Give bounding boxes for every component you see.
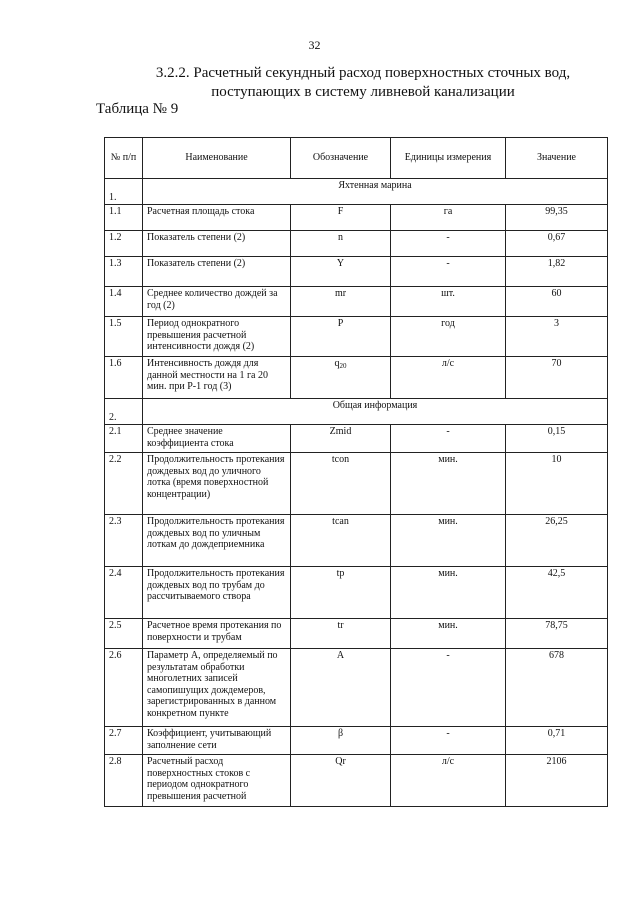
table-header-row [105,138,608,179]
row-number: 1.3 [105,257,143,287]
table-row [105,357,608,399]
row-unit: год [391,317,506,357]
row-symbol: A [291,649,391,727]
row-value: 78,75 [506,619,608,649]
row-symbol: Qr [291,755,391,807]
section-heading [118,64,608,102]
row-value: 10 [506,453,608,515]
row-unit: мин. [391,567,506,619]
table-row [105,727,608,755]
table-row [105,425,608,453]
row-number: 1.1 [105,205,143,231]
row-name: Период однократного превышения расчетной интенсивности дождя (2) [143,317,291,357]
row-unit: мин. [391,619,506,649]
row-unit: - [391,257,506,287]
row-value: 1,82 [506,257,608,287]
table-row [105,287,608,317]
section-number: 1. [105,179,143,205]
table-row [105,317,608,357]
row-value: 0,67 [506,231,608,257]
row-name: Среднее значение коэффициента стока [143,425,291,453]
row-name: Интенсивность дождя для данной местности на 1 га 20 мин. при P-1 год (3) [143,357,291,399]
row-unit: л/с [391,357,506,399]
row-name: Продолжительность протекания дождевых вод по уличным лоткам до дождеприемника [143,515,291,567]
row-symbol: Y [291,257,391,287]
row-value: 42,5 [506,567,608,619]
page-number: 32 [308,38,321,52]
table-row [105,205,608,231]
column-header-value: Значение [506,138,608,179]
row-symbol [291,357,391,399]
section-title: Общая информация [143,399,608,425]
row-value: 70 [506,357,608,399]
row-name: Коэффициент, учитывающий заполнение сети [143,727,291,755]
row-number: 2.4 [105,567,143,619]
table-caption: Таблица № 9 [96,101,179,117]
row-unit: - [391,727,506,755]
row-unit: - [391,231,506,257]
row-symbol: P [291,317,391,357]
table-body [105,179,608,807]
row-value: 26,25 [506,515,608,567]
row-symbol: tr [291,619,391,649]
row-unit: - [391,649,506,727]
row-symbol-base: q [334,358,340,369]
row-name: Показатель степени (2) [143,257,291,287]
section-row [105,179,608,205]
row-value: 60 [506,287,608,317]
row-name: Расчетная площадь стока [143,205,291,231]
row-name: Показатель степени (2) [143,231,291,257]
row-symbol: F [291,205,391,231]
row-number: 2.1 [105,425,143,453]
column-header-name: Наименование [143,138,291,179]
row-symbol: mr [291,287,391,317]
column-header-number: № п/п [105,138,143,179]
row-number: 1.5 [105,317,143,357]
section-row [105,399,608,425]
row-name: Расчетный расход поверхностных стоков с периодом однократного превышения расчетной [143,755,291,807]
row-value: 3 [506,317,608,357]
table-row [105,619,608,649]
row-unit: мин. [391,515,506,567]
row-name: Параметр А, определяемый по результатам обработки многолетних записей самопишущих дождемеров, зарегистрированных в данном конкретном пункте [143,649,291,727]
column-header-symbol: Обозначение [291,138,391,179]
table-row [105,453,608,515]
column-header-unit: Единицы измерения [391,138,506,179]
row-name: Расчетное время протекания по поверхности и трубам [143,619,291,649]
row-number: 1.6 [105,357,143,399]
row-unit: га [391,205,506,231]
row-name: Среднее количество дождей за год (2) [143,287,291,317]
row-symbol: tcan [291,515,391,567]
row-number: 2.6 [105,649,143,727]
row-symbol: tcon [291,453,391,515]
row-unit: - [391,425,506,453]
row-value: 0,71 [506,727,608,755]
row-name: Продолжительность протекания дождевых вод до уличного лотка (время поверхностной концентрации) [143,453,291,515]
row-value: 99,35 [506,205,608,231]
row-value: 678 [506,649,608,727]
heading-line-1: 3.2.2. Расчетный секундный расход поверхностных сточных вод, [155,65,571,81]
section-number: 2. [105,399,143,425]
table-row [105,515,608,567]
row-unit: л/с [391,755,506,807]
table-row [105,257,608,287]
row-symbol: n [291,231,391,257]
row-number: 2.8 [105,755,143,807]
row-value: 2106 [506,755,608,807]
data-table [104,137,608,807]
row-number: 2.7 [105,727,143,755]
row-number: 2.2 [105,453,143,515]
row-symbol-subscript: 20 [339,362,347,370]
table-row [105,231,608,257]
row-number: 1.4 [105,287,143,317]
row-value: 0,15 [506,425,608,453]
row-unit: мин. [391,453,506,515]
row-symbol: tp [291,567,391,619]
row-name: Продолжительность протекания дождевых вод по трубам до рассчитываемого створа [143,567,291,619]
table-row [105,567,608,619]
row-number: 2.5 [105,619,143,649]
row-symbol: β [291,727,391,755]
row-number: 2.3 [105,515,143,567]
table-row [105,755,608,807]
heading-line-2: поступающих в систему ливневой канализации [211,84,515,100]
section-title: Яхтенная марина [143,179,608,205]
row-unit: шт. [391,287,506,317]
row-symbol: Zmid [291,425,391,453]
row-number: 1.2 [105,231,143,257]
table-row [105,649,608,727]
